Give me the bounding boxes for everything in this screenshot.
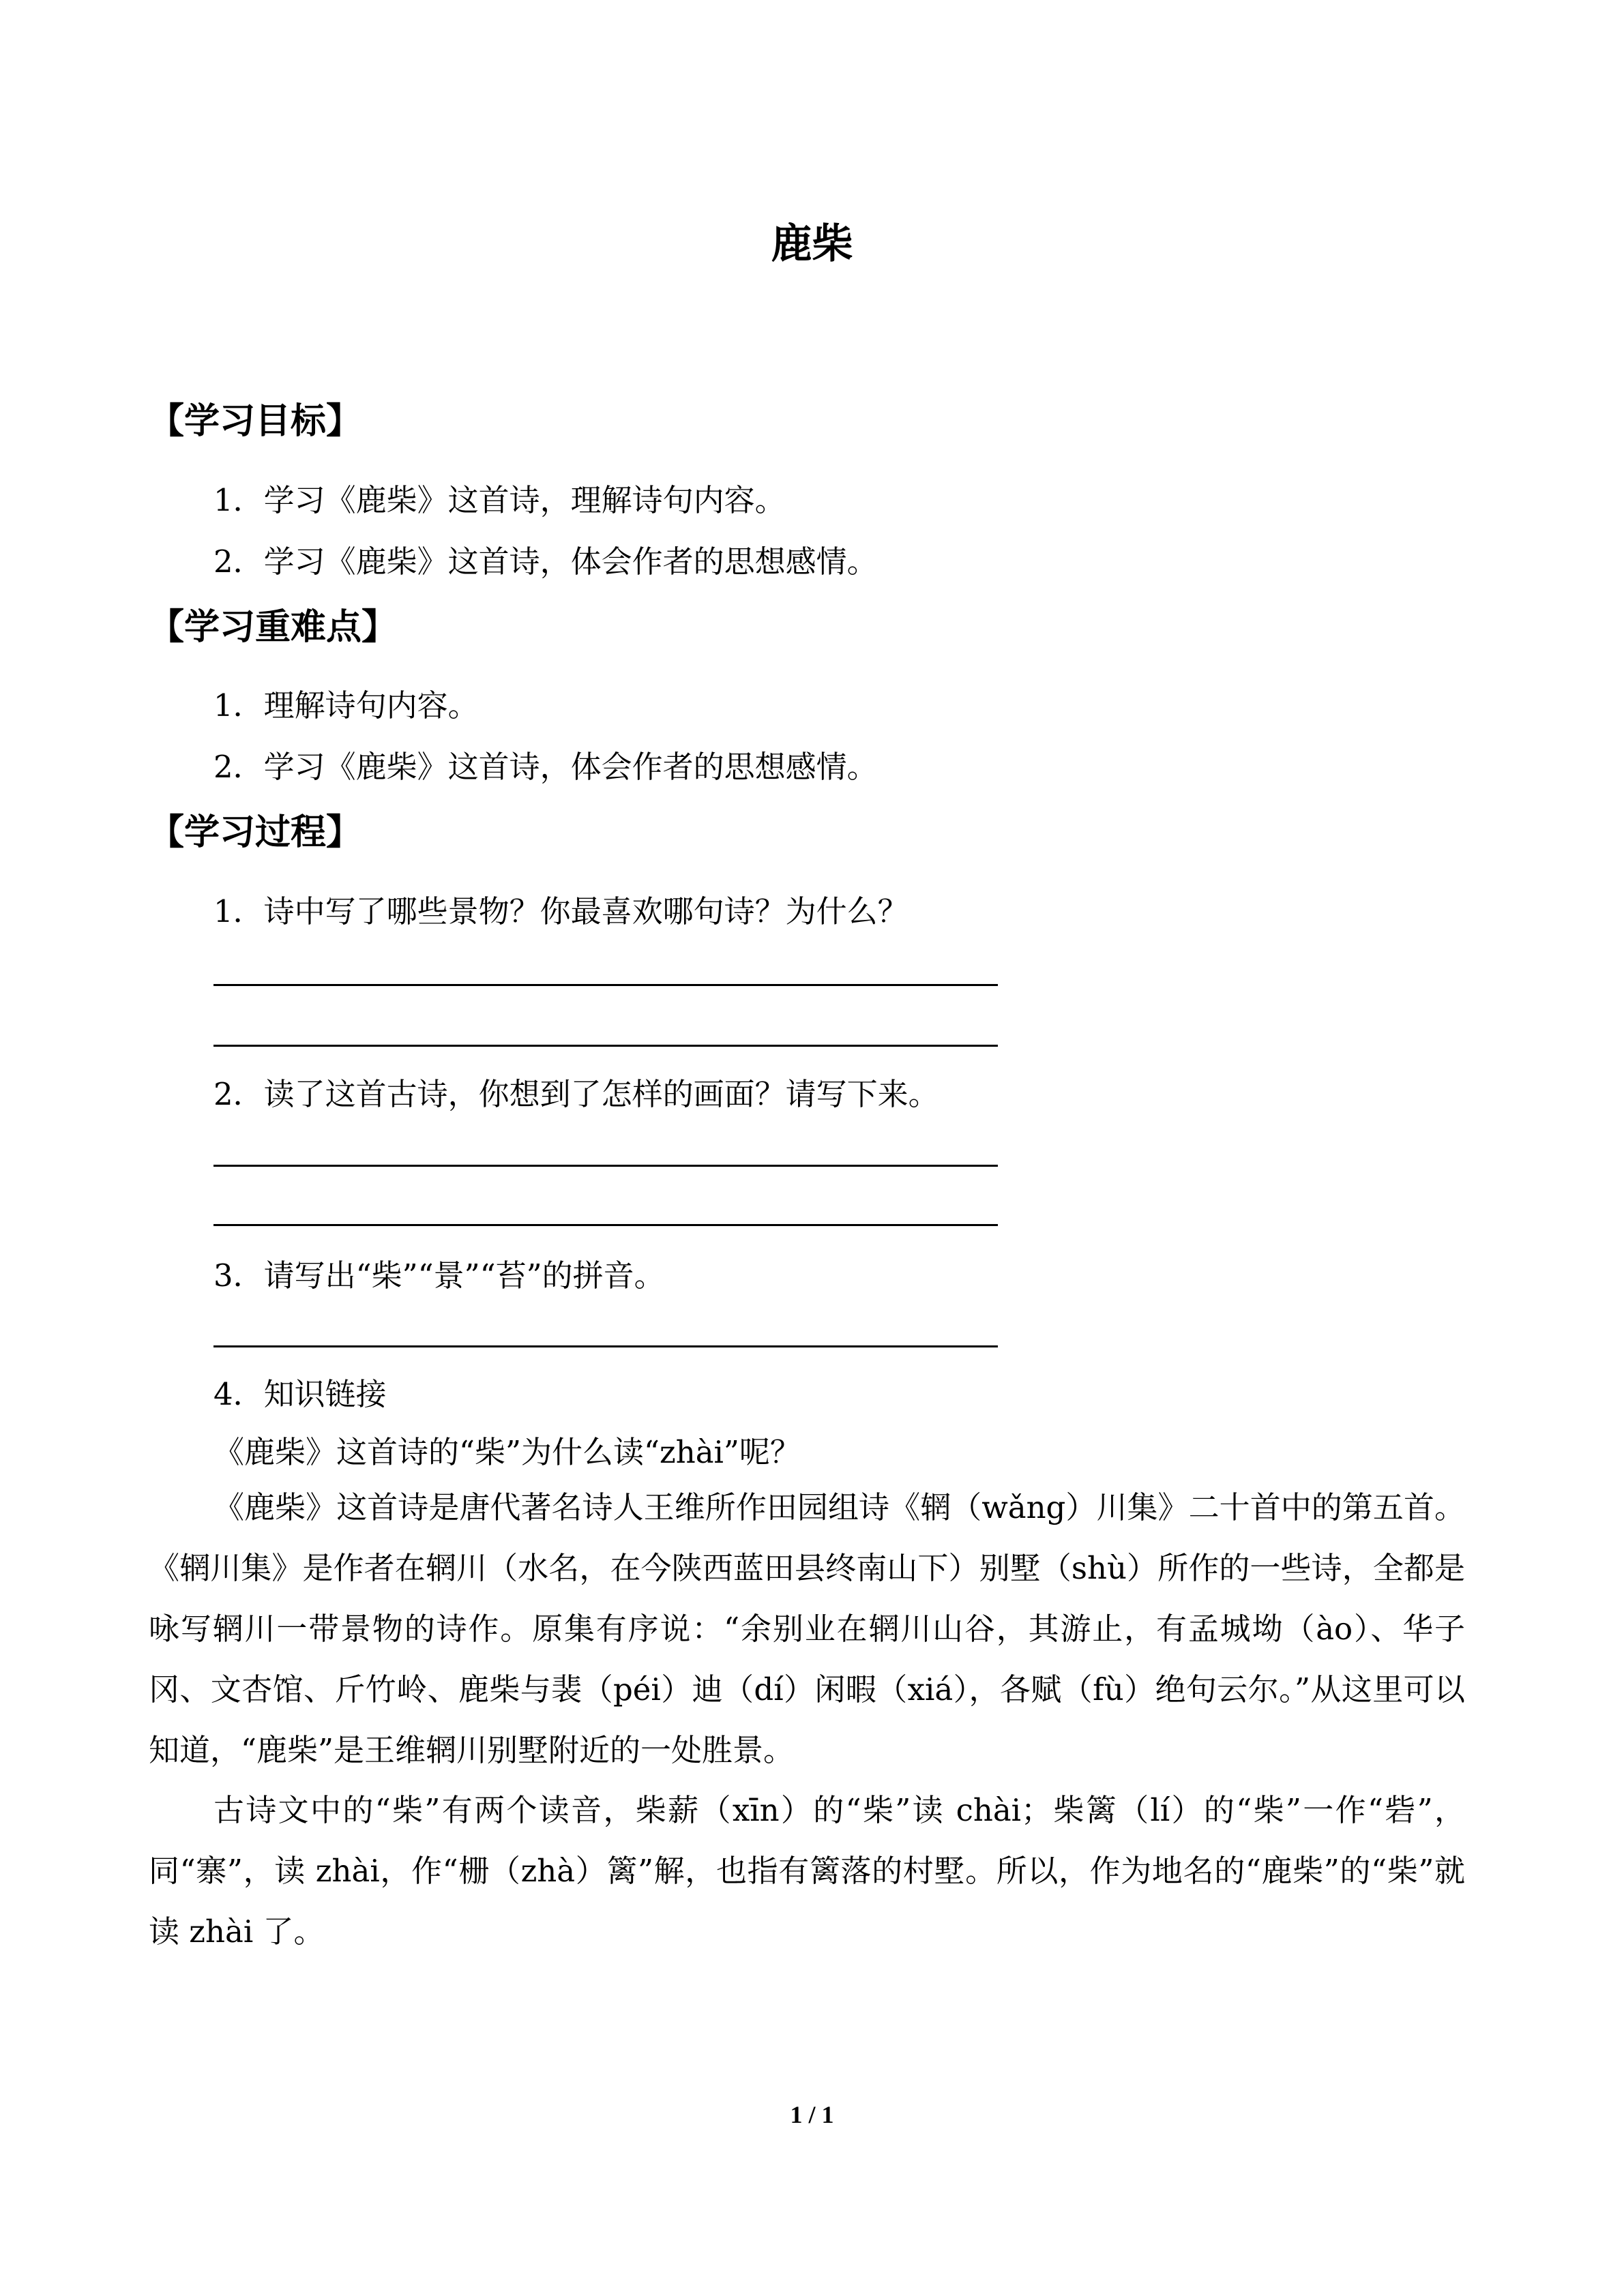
knowledge-question: 《鹿柴》这首诗的“柴”为什么读“zhài”呢？: [213, 1434, 801, 1470]
goal-item-2: 2．学习《鹿柴》这首诗，体会作者的思想感情。: [213, 543, 878, 580]
knowledge-paragraph-1: 《鹿柴》这首诗是唐代著名诗人王维所作田园组诗《辋（wǎng）川集》二十首中的第五首。《辋川集》是作者在辋川（水名，在今陕西蓝田县终南山下）别墅（shù）所作的一些诗，全都是咏写辋川一带景物的诗作。原集有序说：“余别业在辋川山谷，其游止，有孟城坳（ào）、华子冈、文杏馆、斤竹岭、鹿柴与裴（péi）迪（dí）闲暇（xiá），各赋（fù）绝句云尔。”从这里可以知道，“鹿柴”是王维辋川别墅附近的一处胜景。: [149, 1489, 1465, 1768]
section-heading-process: 【学习过程】: [149, 812, 362, 853]
question-3: 3．请写出“柴”“景”“苔”的拼音。: [213, 1257, 665, 1294]
answer-line-q1-a[interactable]: [213, 984, 998, 986]
question-1: 1．诗中写了哪些景物？你最喜欢哪句诗？为什么？: [213, 893, 909, 929]
answer-line-q3[interactable]: [213, 1345, 998, 1347]
question-4: 4．知识链接: [213, 1376, 387, 1412]
key-point-item-2: 2．学习《鹿柴》这首诗，体会作者的思想感情。: [213, 749, 878, 785]
key-point-item-1: 1．理解诗句内容。: [213, 687, 479, 724]
answer-line-q1-b[interactable]: [213, 1045, 998, 1047]
answer-line-q2-a[interactable]: [213, 1165, 998, 1167]
goal-item-1: 1．学习《鹿柴》这首诗，理解诗句内容。: [213, 482, 786, 518]
section-heading-goals: 【学习目标】: [149, 401, 362, 442]
question-2: 2．读了这首古诗，你想到了怎样的画面？请写下来。: [213, 1076, 939, 1112]
section-heading-key-points: 【学习重难点】: [149, 607, 398, 648]
page-title: 鹿柴: [771, 220, 853, 268]
knowledge-paragraph-2: 古诗文中的“柴”有两个读音，柴薪（xīn）的“柴”读 chài；柴篱（lí）的“柴”一作“砦”，同“寨”，读 zhài，作“栅（zhà）篱”解，也指有篱落的村墅。所以，作为地名的“鹿柴”的“柴”就读 zhài 了。: [149, 1792, 1465, 1950]
answer-line-q2-b[interactable]: [213, 1224, 998, 1226]
page-number: 1 / 1: [790, 2101, 834, 2128]
